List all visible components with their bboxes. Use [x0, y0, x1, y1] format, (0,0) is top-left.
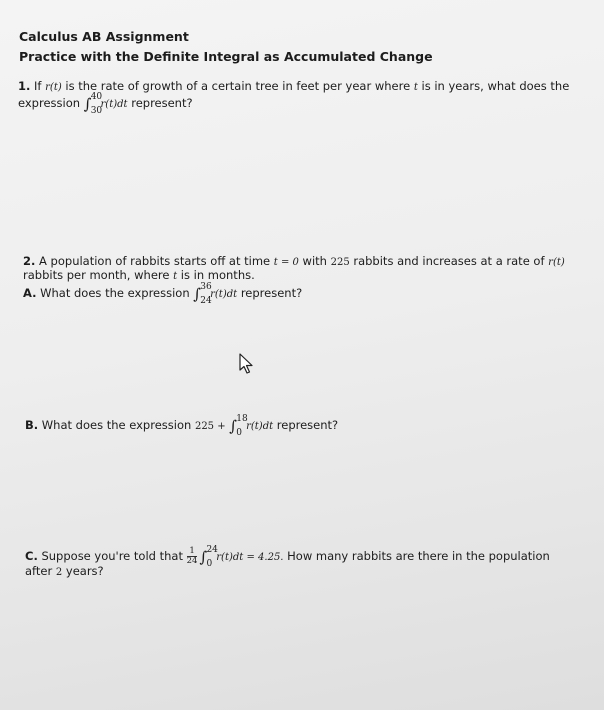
question-2c-line-1: C. Suppose you're told that $\frac{1}{24}$ ∫ 24 0 r(t)dt = 4.25. How many rabbits are there in the population: [25, 545, 550, 569]
assignment-subtitle: Practice with the Definite Integral as Accumulated Change: [19, 49, 433, 64]
integral-0-to-24: ∫ 24 0: [199, 545, 218, 569]
question-2a: A. What does the expression ∫ 36 24 r(t)dt represent?: [23, 282, 303, 306]
question-1-number: 1.: [18, 79, 31, 93]
integral-30-to-40: ∫ 40 30: [83, 92, 103, 116]
part-c-label: C.: [25, 549, 38, 563]
question-1-line-1: 1. If r(t) is the rate of growth of a certain tree in feet per year where t is in years, what does the: [18, 79, 570, 93]
question-2-number: 2.: [23, 254, 36, 268]
part-b-label: B.: [25, 418, 39, 432]
fraction-1-over-24: $\frac{1}{24}$: [186, 546, 198, 566]
question-2c-line-2: after 2 years?: [25, 564, 104, 578]
assignment-title: Calculus AB Assignment: [19, 29, 189, 44]
part-a-label: A.: [23, 286, 37, 300]
mouse-pointer-icon: [238, 353, 256, 375]
question-1-line-2: expression ∫ 40 30 r(t)dt represent?: [18, 92, 193, 116]
question-2b: B. What does the expression 225 + ∫ 18 0 r(t)dt represent?: [25, 414, 339, 438]
question-2-line-2: rabbits per month, where t is in months.: [23, 268, 255, 282]
integral-0-to-18: ∫ 18 0: [229, 414, 248, 438]
integral-24-to-36: ∫ 36 24: [193, 282, 212, 306]
question-2-line-1: 2. A population of rabbits starts off at time t = 0 with 225 rabbits and increases at a rate of r(t): [23, 254, 565, 268]
